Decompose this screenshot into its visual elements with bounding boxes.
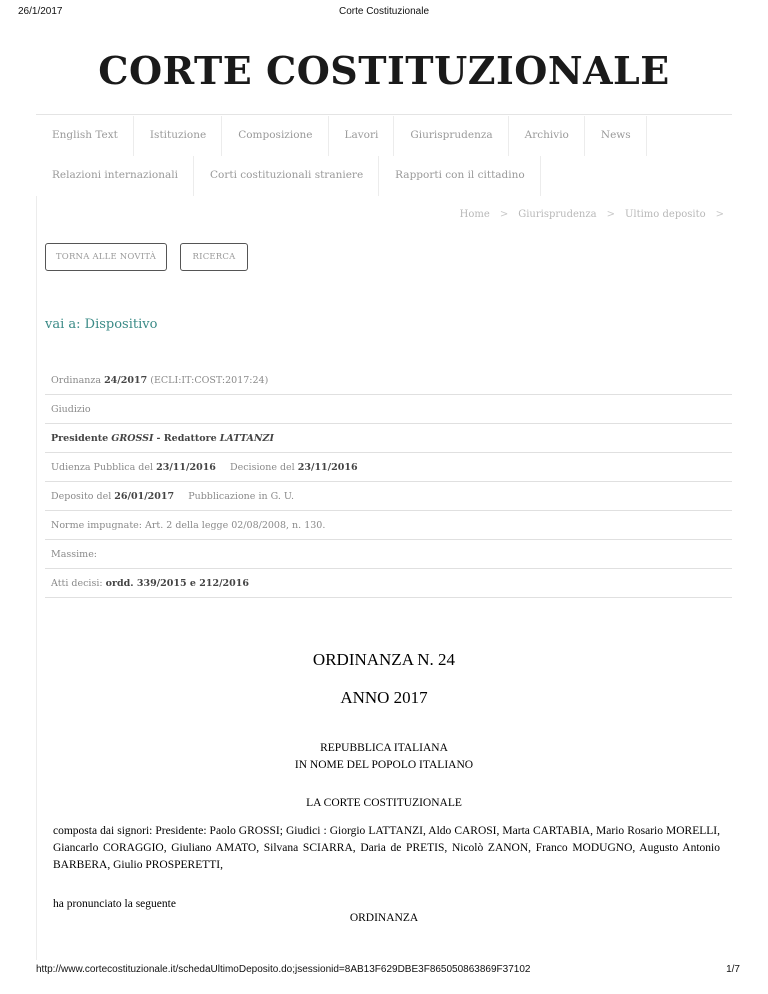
document-court: LA CORTE COSTITUZIONALE <box>306 797 462 809</box>
nav-relazioni-internazionali[interactable]: Relazioni internazionali <box>36 156 194 196</box>
print-footer <box>0 964 768 978</box>
breadcrumb-home[interactable]: Home <box>459 209 490 220</box>
meta-ecli: (ECLI:IT:COST:2017:24) <box>150 375 269 386</box>
nav-rapporti-cittadino[interactable]: Rapporti con il cittadino <box>379 156 541 196</box>
print-page-number: 1/7 <box>726 964 740 975</box>
nav-lavori[interactable]: Lavori <box>329 116 395 156</box>
meta-deposito-label: Deposito del <box>51 491 112 502</box>
print-url: http://www.cortecostituzionale.it/schedaUltimoDeposito.do;jsessionid=8AB13F629DBE3F865050863869F37102 <box>36 964 531 975</box>
nav-composizione[interactable]: Composizione <box>222 116 328 156</box>
breadcrumb-separator: > <box>606 209 615 220</box>
meta-deposito <box>45 482 732 511</box>
meta-decisione-date: 23/11/2016 <box>297 462 358 473</box>
breadcrumb <box>460 209 724 220</box>
breadcrumb-separator: > <box>499 209 509 220</box>
main-nav-row-2 <box>36 156 541 196</box>
meta-udienza-label: Udienza Pubblica del <box>51 462 154 473</box>
nav-news[interactable]: News <box>585 116 647 156</box>
site-title[interactable]: CORTE COSTITUZIONALE <box>98 48 670 93</box>
header-divider <box>36 114 732 115</box>
breadcrumb-separator: > <box>715 209 724 220</box>
meta-atti <box>45 569 732 598</box>
back-to-news-button[interactable]: TORNA ALLE NOVITÀ <box>45 243 167 271</box>
nav-istituzione[interactable]: Istituzione <box>134 116 222 156</box>
meta-redattore-name: LATTANZI <box>219 433 274 444</box>
meta-presidente-name: GROSSI <box>111 433 154 444</box>
print-header <box>0 6 768 20</box>
main-nav-row-1 <box>36 116 647 156</box>
meta-presidente <box>45 424 732 453</box>
meta-ordinanza-label: Ordinanza <box>51 375 102 386</box>
nav-corti-straniere[interactable]: Corti costituzionali straniere <box>194 156 379 196</box>
nav-archivio[interactable]: Archivio <box>509 116 585 156</box>
document-pronounced: ha pronunciato la seguente <box>53 898 176 910</box>
meta-udienza-date: 23/11/2016 <box>156 462 216 473</box>
nav-english-text[interactable]: English Text <box>36 116 134 156</box>
content-left-border <box>36 196 37 960</box>
meta-deposito-date: 26/01/2017 <box>114 491 175 502</box>
breadcrumb-ultimo-deposito[interactable]: Ultimo deposito <box>624 209 706 220</box>
decision-metadata <box>45 366 732 598</box>
print-date: 26/1/2017 <box>18 6 63 17</box>
meta-atti-label: Atti decisi: <box>51 578 103 589</box>
goto-dispositivo-link[interactable]: vai a: Dispositivo <box>45 317 158 332</box>
document-heading: ORDINANZA N. 24 <box>312 650 456 669</box>
meta-ordinanza-number: 24/2017 <box>104 375 148 386</box>
nav-giurisprudenza[interactable]: Giurisprudenza <box>394 116 508 156</box>
meta-giudizio: Giudizio <box>45 395 732 424</box>
meta-udienza <box>45 453 732 482</box>
meta-ordinanza <box>45 366 732 395</box>
meta-presidente-label: Presidente <box>51 433 109 444</box>
meta-pubblicazione: Pubblicazione in G. U. <box>188 491 295 502</box>
meta-massime: Massime: <box>45 540 732 569</box>
document-year: ANNO 2017 <box>340 688 428 707</box>
meta-redattore-label: - Redattore <box>156 433 217 444</box>
document-republic: REPUBBLICA ITALIANA <box>320 742 448 754</box>
breadcrumb-giurisprudenza[interactable]: Giurisprudenza <box>518 209 597 220</box>
meta-norme: Norme impugnate: Art. 2 della legge 02/08/2008, n. 130. <box>45 511 732 540</box>
meta-decisione-label: Decisione del <box>229 462 295 473</box>
document-people: IN NOME DEL POPOLO ITALIANO <box>294 759 474 771</box>
document-ordinanza-title: ORDINANZA <box>349 912 419 924</box>
meta-atti-value: ordd. 339/2015 e 212/2016 <box>105 578 249 589</box>
search-button[interactable]: RICERCA <box>180 243 248 271</box>
document-composition: composta dai signori: Presidente: Paolo GROSSI; Giudici : Giorgio LATTANZI, Aldo CAROSI, Marta CARTABIA, Mario Rosario MORELLI, Giancarlo CORAGGIO, Giuliano AMATO, Silvana SCIARRA, Daria de PRETIS, Nicolò ZANON, Franco MODUGNO, Augusto Antonio BARBERA, Giulio PROSPERETTI, <box>53 825 720 871</box>
print-title: Corte Costituzionale <box>338 6 430 17</box>
